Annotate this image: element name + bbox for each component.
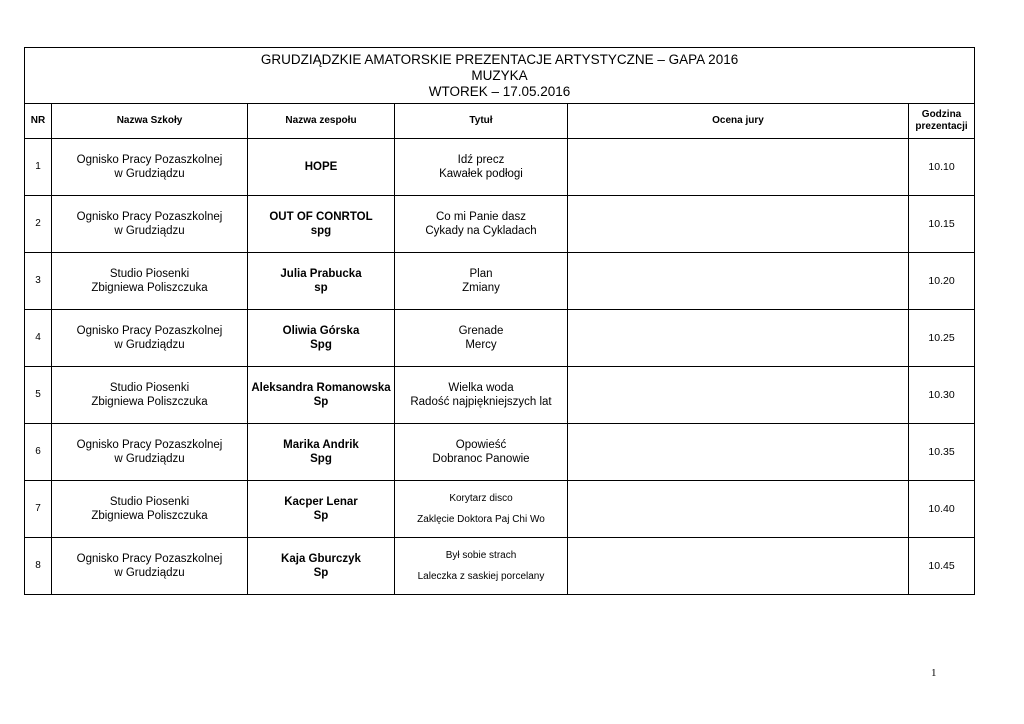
jury-cell <box>568 481 909 538</box>
jury-cell <box>568 367 909 424</box>
song-title-1: Wielka woda <box>448 382 514 394</box>
song-title-1: Co mi Panie dasz <box>435 211 527 223</box>
school-name-line-2: w Grudziądzu <box>114 225 185 237</box>
school-cell <box>52 481 248 538</box>
jury-cell <box>568 139 909 196</box>
school-cell <box>52 424 248 481</box>
school-name-line-1: Ognisko Pracy Pozaszkolnej <box>76 211 223 223</box>
song-title-2: Zaklęcie Doktora Paj Chi Wo <box>417 514 545 525</box>
song-title-1: Opowieść <box>455 439 507 451</box>
song-title-2: Dobranoc Panowie <box>432 453 530 465</box>
title-cell <box>395 310 568 367</box>
title-line-1: GRUDZIĄDZKIE AMATORSKIE PREZENTACJE ARTYSTYCZNE – GAPA 2016 <box>260 51 739 67</box>
schedule-table <box>24 47 975 595</box>
row-number: 1 <box>25 139 52 196</box>
band-name: HOPE <box>304 161 338 173</box>
school-name-line-1: Ognisko Pracy Pozaszkolnej <box>76 553 223 565</box>
band-cell <box>248 367 395 424</box>
school-name-line-2: w Grudziądzu <box>114 339 185 351</box>
band-name: Marika Andrik <box>283 439 359 451</box>
song-title-2: Radość najpiękniejszych lat <box>410 396 552 408</box>
band-category: Sp <box>313 510 329 522</box>
song-title-1: Plan <box>469 268 493 280</box>
table-row <box>25 253 975 310</box>
school-name-line-1: Ognisko Pracy Pozaszkolnej <box>76 154 223 166</box>
title-cell <box>395 424 568 481</box>
time-cell: 10.20 <box>909 253 975 310</box>
school-name-line-1: Ognisko Pracy Pozaszkolnej <box>76 325 223 337</box>
jury-cell <box>568 424 909 481</box>
school-cell <box>52 196 248 253</box>
table-row <box>25 367 975 424</box>
time-cell: 10.10 <box>909 139 975 196</box>
time-cell: 10.40 <box>909 481 975 538</box>
school-name-line-2: w Grudziądzu <box>114 168 185 180</box>
title-line-2: MUZYKA <box>471 67 528 83</box>
school-name-line-1: Studio Piosenki <box>109 496 190 508</box>
band-cell <box>248 196 395 253</box>
band-name: Kaja Gburczyk <box>281 553 361 565</box>
title-cell <box>395 196 568 253</box>
row-number: 3 <box>25 253 52 310</box>
school-cell <box>52 139 248 196</box>
school-cell <box>52 367 248 424</box>
school-name-line-2: Zbigniewa Poliszczuka <box>91 510 208 522</box>
header-school: Nazwa Szkoły <box>52 104 248 139</box>
page-number: 1 <box>931 667 937 679</box>
header-jury: Ocena jury <box>568 104 909 139</box>
header-time <box>909 104 975 139</box>
band-cell <box>248 139 395 196</box>
jury-cell <box>568 538 909 595</box>
row-number: 6 <box>25 424 52 481</box>
row-number: 8 <box>25 538 52 595</box>
school-name-line-2: Zbigniewa Poliszczuka <box>91 282 208 294</box>
title-cell <box>395 253 568 310</box>
school-name-line-1: Studio Piosenki <box>109 382 190 394</box>
song-title-2: Kawałek podłogi <box>439 168 523 180</box>
title-cell <box>395 481 568 538</box>
time-cell: 10.30 <box>909 367 975 424</box>
song-title-2: Laleczka z saskiej porcelany <box>417 571 545 582</box>
jury-cell <box>568 310 909 367</box>
row-number: 2 <box>25 196 52 253</box>
song-title-2: Cykady na Cykladach <box>425 225 537 237</box>
header-title: Tytuł <box>395 104 568 139</box>
time-cell: 10.25 <box>909 310 975 367</box>
time-cell: 10.45 <box>909 538 975 595</box>
table-row <box>25 196 975 253</box>
title-line-3: WTOREK – 17.05.2016 <box>428 83 571 99</box>
row-number: 4 <box>25 310 52 367</box>
band-category: Spg <box>310 453 332 465</box>
school-name-line-2: w Grudziądzu <box>114 567 185 579</box>
header-time-line-1: Godzina <box>921 109 962 120</box>
band-cell <box>248 481 395 538</box>
school-cell <box>52 310 248 367</box>
band-cell <box>248 310 395 367</box>
band-name: Aleksandra Romanowska <box>251 382 391 394</box>
band-category: Spg <box>310 339 332 351</box>
school-name-line-2: w Grudziądzu <box>114 453 185 465</box>
song-title-1: Idź precz <box>457 154 505 166</box>
header-time-line-2: prezentacji <box>915 121 968 132</box>
band-cell <box>248 424 395 481</box>
band-name: Julia Prabucka <box>280 268 362 280</box>
time-cell: 10.35 <box>909 424 975 481</box>
time-cell: 10.15 <box>909 196 975 253</box>
jury-cell <box>568 253 909 310</box>
title-cell <box>395 538 568 595</box>
table-row <box>25 424 975 481</box>
jury-cell <box>568 196 909 253</box>
school-cell <box>52 253 248 310</box>
table-row <box>25 481 975 538</box>
title-cell <box>395 139 568 196</box>
table-row <box>25 538 975 595</box>
school-name-line-1: Ognisko Pracy Pozaszkolnej <box>76 439 223 451</box>
band-category: Sp <box>313 396 329 408</box>
document-title <box>25 48 975 104</box>
header-band: Nazwa zespołu <box>248 104 395 139</box>
song-title-1: Był sobie strach <box>445 550 517 561</box>
header-nr: NR <box>25 104 52 139</box>
band-category: Sp <box>313 567 329 579</box>
row-number: 7 <box>25 481 52 538</box>
song-title-2: Mercy <box>465 339 497 351</box>
table-row <box>25 310 975 367</box>
song-title-1: Korytarz disco <box>449 493 513 504</box>
band-cell <box>248 538 395 595</box>
table-row <box>25 139 975 196</box>
song-title-1: Grenade <box>458 325 504 337</box>
row-number: 5 <box>25 367 52 424</box>
band-category: spg <box>310 225 332 237</box>
band-name: Kacper Lenar <box>284 496 358 508</box>
column-header-row <box>25 104 975 139</box>
band-cell <box>248 253 395 310</box>
song-title-2: Zmiany <box>462 282 500 294</box>
title-cell <box>395 367 568 424</box>
band-name: OUT OF CONRTOL <box>269 211 373 223</box>
band-category: sp <box>314 282 328 294</box>
school-name-line-1: Studio Piosenki <box>109 268 190 280</box>
school-cell <box>52 538 248 595</box>
band-name: Oliwia Górska <box>282 325 360 337</box>
school-name-line-2: Zbigniewa Poliszczuka <box>91 396 208 408</box>
